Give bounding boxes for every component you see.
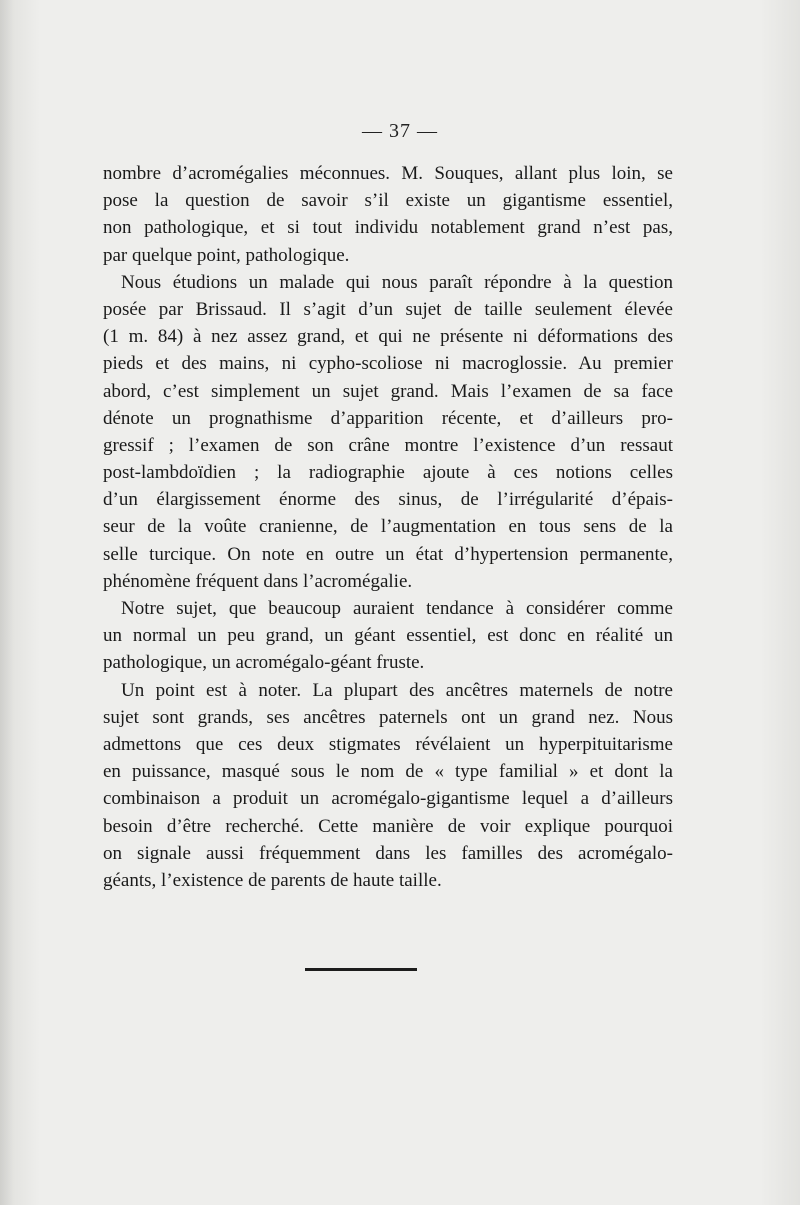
text-line: admettons que ces deux stigmates révélaient un hyperpituitarisme bbox=[103, 733, 673, 755]
text-line: d’un élargissement énorme des sinus, de l’irrégularité d’épais- bbox=[103, 489, 673, 511]
text-line: gressif ; l’examen de son crâne montre l’existence d’un ressaut bbox=[103, 434, 673, 456]
page-number: — 37 — bbox=[362, 120, 438, 142]
text-line: combinaison a produit un acromégalo-gigantisme lequel a d’ailleurs bbox=[103, 788, 673, 810]
text-line: posée par Brissaud. Il s’agit d’un sujet de taille seulement élevée bbox=[103, 298, 673, 320]
text-line: par quelque point, pathologique. bbox=[103, 244, 350, 266]
text-line: post-lambdoïdien ; la radiographie ajoute à ces notions celles bbox=[103, 462, 673, 484]
text-line: on signale aussi fréquemment dans les familles des acromégalo- bbox=[103, 842, 673, 864]
text-line: en puissance, masqué sous le nom de « type familial » et dont la bbox=[103, 761, 673, 783]
text-line: pieds et des mains, ni cypho-scoliose ni macroglossie. Au premier bbox=[103, 353, 673, 375]
text-line: géants, l’existence de parents de haute taille. bbox=[103, 869, 442, 891]
text-line: un normal un peu grand, un géant essentiel, est donc en réalité un bbox=[103, 625, 673, 647]
text-line: pathologique, un acromégalo-géant fruste. bbox=[103, 652, 425, 674]
body-text bbox=[103, 160, 673, 894]
text-line: phénomène fréquent dans l’acromégalie. bbox=[103, 570, 413, 592]
text-line: non pathologique, et si tout individu notablement grand n’est pas, bbox=[103, 217, 673, 239]
text-line: Nous étudions un malade qui nous paraît répondre à la question bbox=[121, 271, 673, 293]
section-divider-rule bbox=[305, 968, 417, 971]
text-line: nombre d’acromégalies méconnues. M. Souques, allant plus loin, se bbox=[103, 163, 673, 184]
text-line: abord, c’est simplement un sujet grand. Mais l’examen de sa face bbox=[103, 380, 673, 402]
text-line: Notre sujet, que beaucoup auraient tendance à considérer comme bbox=[121, 598, 673, 619]
text-line: dénote un prognathisme d’apparition récente, et d’ailleurs pro- bbox=[103, 407, 673, 429]
text-line: pose la question de savoir s’il existe un gigantisme essentiel, bbox=[103, 190, 673, 212]
text-line: (1 m. 84) à nez assez grand, et qui ne présente ni déformations des bbox=[103, 326, 673, 348]
text-line: selle turcique. On note en outre un état d’hypertension permanente, bbox=[103, 543, 673, 565]
text-line: sujet sont grands, ses ancêtres paternels ont un grand nez. Nous bbox=[103, 706, 673, 728]
text-line: seur de la voûte cranienne, de l’augmentation en tous sens de la bbox=[103, 516, 673, 538]
text-line: besoin d’être recherché. Cette manière de voir explique pourquoi bbox=[103, 815, 673, 837]
text-line: Un point est à noter. La plupart des ancêtres maternels de notre bbox=[121, 679, 673, 701]
